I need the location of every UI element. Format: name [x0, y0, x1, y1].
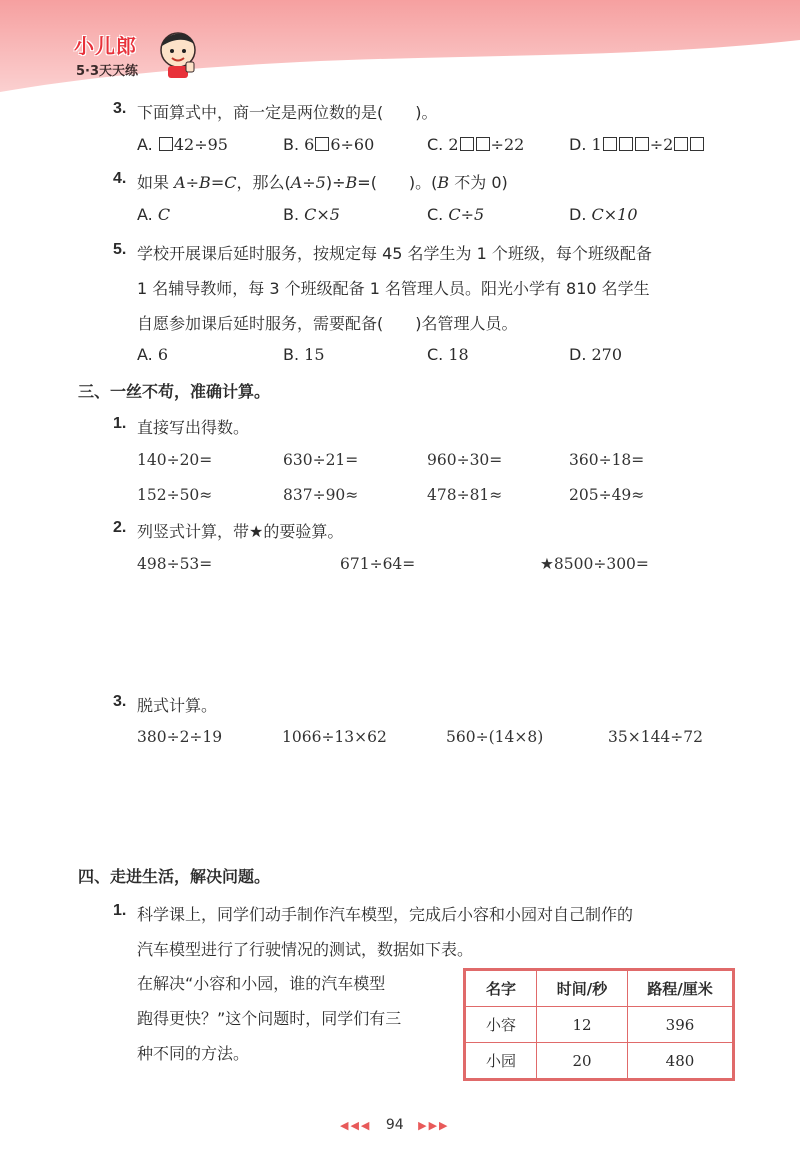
option-text: ÷2	[649, 135, 674, 154]
question-5-line-3: 自愿参加课后延时服务，需要配备( )名管理人员。	[137, 314, 518, 333]
option-label: A.	[137, 135, 153, 154]
stepwise-calc-item: 380÷2÷19	[137, 728, 223, 746]
calc-item: 478÷81≈	[427, 486, 503, 504]
stem-text: )÷	[325, 173, 346, 192]
s4-side-text-3: 种不同的方法。	[137, 1044, 250, 1063]
option-text: 270	[591, 345, 623, 364]
calc-item: 360÷18=	[569, 451, 645, 469]
s3-part-1-title: 直接写出得数。	[137, 418, 250, 437]
option-text: C×10	[591, 205, 638, 224]
s4-side-text-1: 在解决“小容和小园，谁的汽车模型	[137, 974, 386, 993]
blank-box	[476, 137, 490, 151]
table-cell: 小容	[466, 1007, 537, 1043]
q3-option-d	[569, 135, 705, 154]
s4-part-1-line-2: 汽车模型进行了行驶情况的测试，数据如下表。	[137, 940, 474, 959]
calc-item: 205÷49≈	[569, 486, 645, 504]
option-label: B.	[283, 205, 300, 224]
option-text: 18	[448, 345, 469, 364]
s4-part-1-line-1: 科学课上，同学们动手制作汽车模型，完成后小容和小园对自己制作的	[137, 905, 634, 924]
option-text: C×5	[304, 205, 340, 224]
stem-text: 不为 0)	[449, 173, 508, 192]
q5-option-d	[569, 345, 622, 364]
table-header-cell: 时间/秒	[537, 971, 628, 1007]
brand-logo	[70, 26, 230, 86]
blank-box	[635, 137, 649, 151]
section-4-title: 四、走进生活，解决问题。	[78, 867, 271, 886]
option-label: B.	[283, 345, 300, 364]
stem-text: =( )。(	[357, 173, 438, 192]
stem-math: B	[437, 173, 450, 192]
blank-box	[619, 137, 633, 151]
table-cell: 12	[537, 1007, 628, 1043]
s4-part-1-number: 1.	[113, 902, 127, 919]
q5-option-b	[283, 345, 325, 364]
s3-part-2-number: 2.	[113, 519, 127, 536]
q5-option-a	[137, 345, 168, 364]
left-arrows-icon: ◀◀◀	[340, 1119, 372, 1132]
table-cell: 小园	[466, 1043, 537, 1079]
vertical-calc-item: 498÷53=	[137, 555, 213, 573]
calc-item: 152÷50≈	[137, 486, 213, 504]
option-text: ÷22	[490, 135, 525, 154]
s4-side-text-2: 跑得更快？”这个问题时，同学们有三	[137, 1009, 402, 1028]
stepwise-calc-item: 1066÷13×62	[282, 728, 387, 746]
table-header-cell: 路程/厘米	[628, 971, 733, 1007]
option-label: A.	[137, 345, 153, 364]
s3-part-3-number: 3.	[113, 693, 127, 710]
table-row	[466, 1043, 733, 1079]
question-4-number: 4.	[113, 170, 127, 187]
s3-part-1-number: 1.	[113, 415, 127, 432]
option-text: 6	[157, 345, 169, 364]
question-3-stem: 下面算式中，商一定是两位数的是( )。	[137, 103, 438, 122]
blank-box	[460, 137, 474, 151]
table-cell: 396	[628, 1007, 733, 1043]
vertical-calc-item-starred: ★8500÷300=	[540, 555, 649, 573]
option-text: C÷5	[448, 205, 485, 224]
q3-option-b	[283, 135, 374, 154]
calc-item: 960÷30=	[427, 451, 503, 469]
question-4-stem	[137, 170, 508, 193]
blank-box	[690, 137, 704, 151]
calc-item: 837÷90≈	[283, 486, 359, 504]
blank-box	[674, 137, 688, 151]
table-header-row	[466, 971, 733, 1007]
stem-text: ，那么(	[236, 173, 291, 192]
stem-math: A÷5	[290, 173, 326, 192]
blank-box	[603, 137, 617, 151]
q4-option-c	[427, 205, 484, 224]
right-arrows-icon: ▶▶▶	[418, 1119, 450, 1132]
option-label: C.	[427, 135, 444, 154]
option-label: B.	[283, 135, 300, 154]
q3-option-a	[137, 135, 228, 154]
page-number: 94	[385, 1117, 404, 1133]
stepwise-calc-item: 35×144÷72	[608, 728, 704, 746]
option-label: A.	[137, 205, 153, 224]
s3-part-2-title: 列竖式计算，带★的要验算。	[137, 522, 344, 541]
logo-subtitle: 5·3天天练	[76, 64, 139, 79]
blank-box	[159, 137, 173, 151]
page-footer	[340, 1117, 450, 1133]
stem-math: A÷B=C	[174, 173, 237, 192]
logo-title: 小儿郎	[74, 34, 137, 58]
data-table-frame	[463, 968, 735, 1081]
option-text: 6÷60	[330, 135, 375, 154]
table-cell: 20	[537, 1043, 628, 1079]
stem-text: 如果	[137, 173, 175, 192]
option-text: 6	[304, 135, 315, 154]
q4-option-b	[283, 205, 340, 224]
blank-box	[315, 137, 329, 151]
option-label: C.	[427, 345, 444, 364]
calc-item: 140÷20=	[137, 451, 213, 469]
stem-math: B	[345, 173, 358, 192]
q5-option-c	[427, 345, 469, 364]
option-label: D.	[569, 345, 587, 364]
q4-option-a	[137, 205, 170, 224]
section-3-title: 三、一丝不苟，准确计算。	[78, 382, 271, 401]
option-label: D.	[569, 135, 587, 154]
vertical-calc-item: 671÷64=	[340, 555, 416, 573]
calc-item: 630÷21=	[283, 451, 359, 469]
q4-option-d	[569, 205, 638, 224]
option-text: 2	[448, 135, 459, 154]
option-text: 1	[591, 135, 602, 154]
option-label: C.	[427, 205, 444, 224]
stepwise-calc-item: 560÷(14×8)	[446, 728, 544, 746]
table-cell: 480	[628, 1043, 733, 1079]
option-text: 15	[304, 345, 325, 364]
data-table	[465, 970, 733, 1079]
s3-part-3-title: 脱式计算。	[137, 696, 218, 715]
option-text: 42÷95	[173, 135, 228, 154]
table-row	[466, 1007, 733, 1043]
table-header-cell: 名字	[466, 971, 537, 1007]
question-5-line-2: 1 名辅导教师，每 3 个班级配备 1 名管理人员。阳光小学有 810 名学生	[137, 279, 650, 298]
question-5-number: 5.	[113, 241, 127, 258]
q3-option-c	[427, 135, 524, 154]
option-text: C	[157, 205, 171, 224]
mascot-icon	[156, 28, 200, 80]
question-5-line-1: 学校开展课后延时服务，按规定每 45 名学生为 1 个班级，每个班级配备	[137, 244, 652, 263]
question-3-number: 3.	[113, 100, 127, 117]
option-label: D.	[569, 205, 587, 224]
